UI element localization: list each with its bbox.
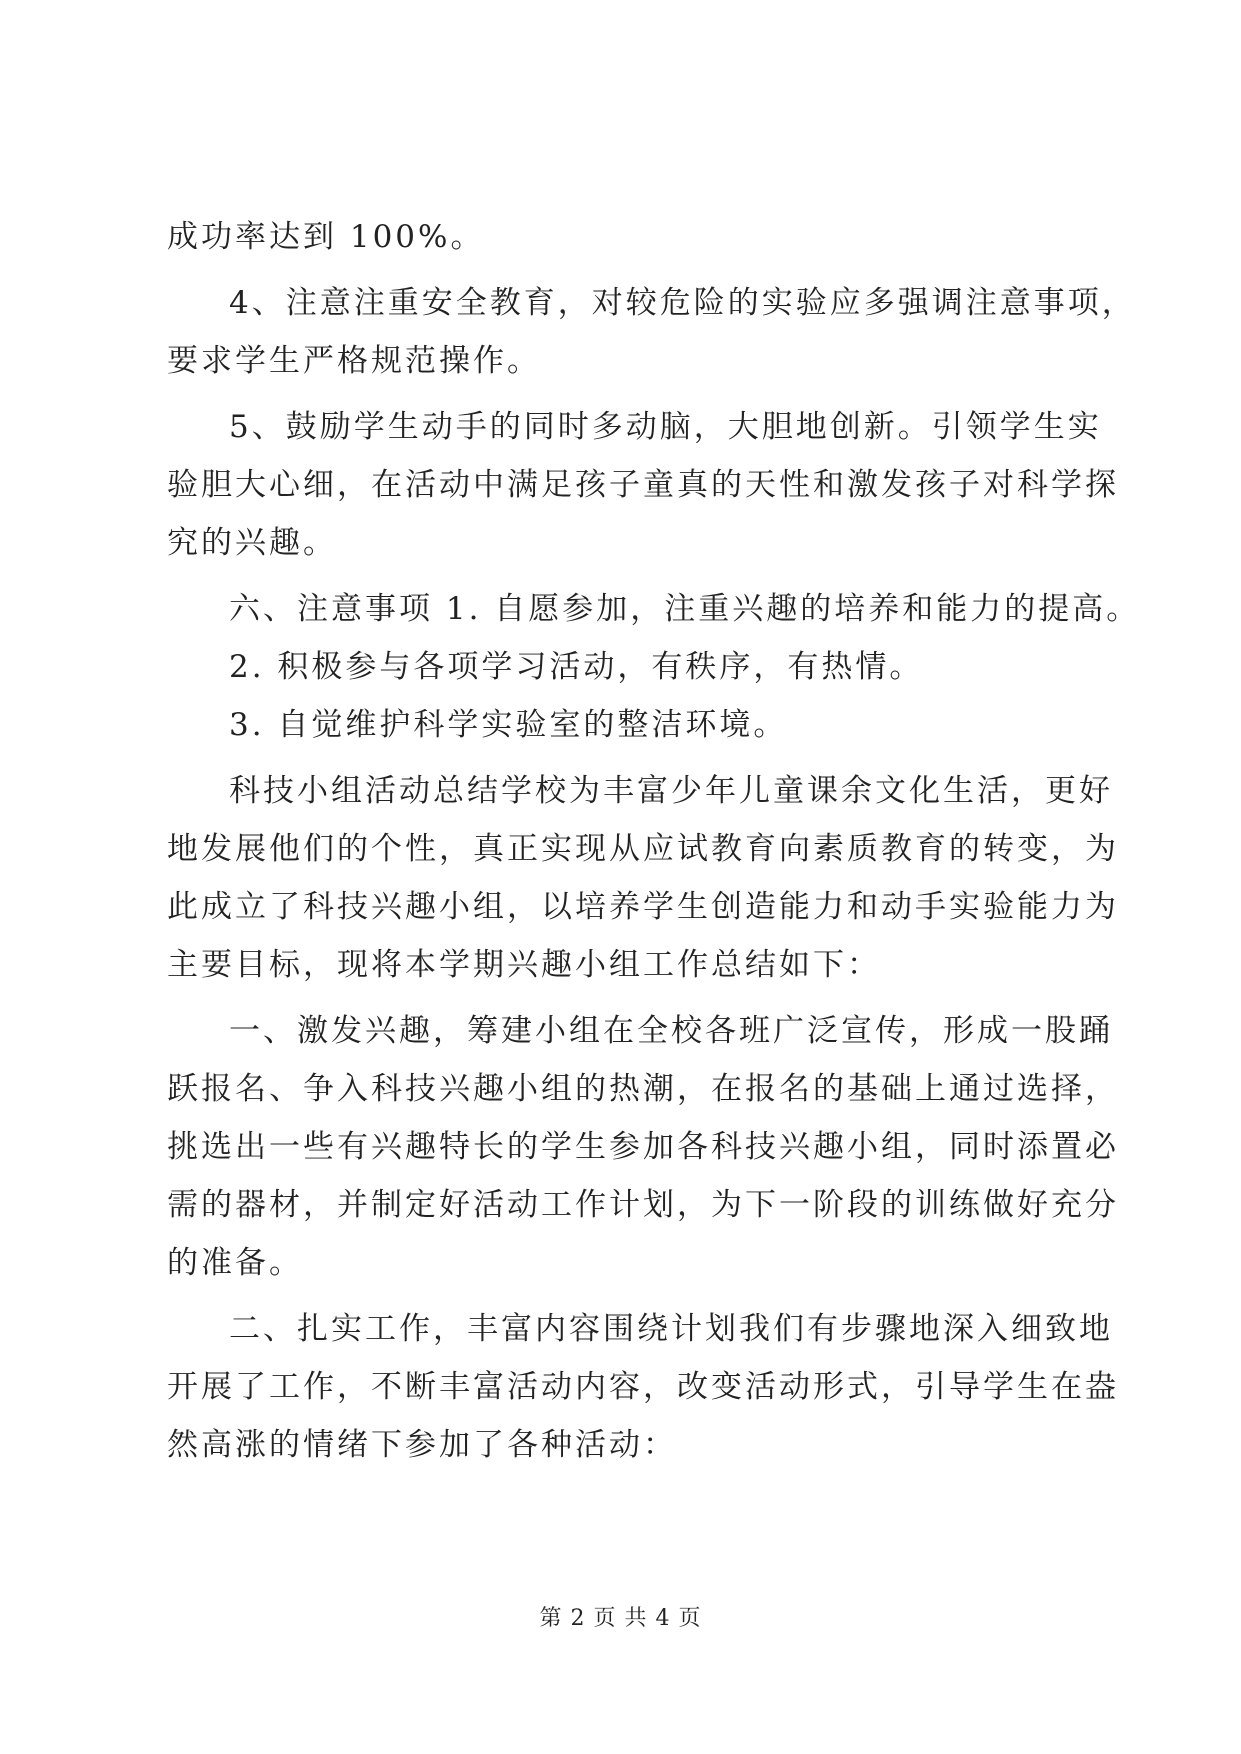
text-line: 挑选出一些有兴趣特长的学生参加各科技兴趣小组，同时添置必 (167, 1129, 1119, 1165)
text-line: 验胆大心细，在活动中满足孩子童真的天性和激发孩子对科学探 (167, 467, 1119, 503)
text-line: 4、注意注重安全教育，对较危险的实验应多强调注意事项， (229, 285, 1136, 321)
text-line: 要求学生严格规范操作。 (167, 343, 541, 379)
text-line: 主要目标，现将本学期兴趣小组工作总结如下： (167, 947, 881, 983)
page-number: 第 2 页 共 4 页 (539, 1606, 702, 1631)
text-line: 六、注意事项 1. 自愿参加，注重兴趣的培养和能力的提高。 (229, 591, 1141, 627)
text-line: 然高涨的情绪下参加了各种活动： (167, 1427, 677, 1463)
text-line: 的准备。 (167, 1245, 303, 1281)
text-line: 成功率达到 100%。 (167, 219, 485, 255)
text-line: 需的器材，并制定好活动工作计划，为下一阶段的训练做好充分 (167, 1187, 1119, 1223)
text-line: 5、鼓励学生动手的同时多动脑，大胆地创新。引领学生实 (229, 409, 1102, 445)
text-line: 跃报名、争入科技兴趣小组的热潮，在报名的基础上通过选择， (167, 1071, 1119, 1107)
text-line: 3. 自觉维护科学实验室的整洁环境。 (229, 707, 788, 743)
document-body (167, 208, 1141, 1474)
text-line: 地发展他们的个性，真正实现从应试教育向素质教育的转变，为 (167, 831, 1119, 867)
text-line: 开展了工作，不断丰富活动内容，改变活动形式，引导学生在盎 (167, 1369, 1119, 1405)
text-line: 科技小组活动总结学校为丰富少年儿童课余文化生活，更好 (229, 773, 1113, 809)
text-line: 究的兴趣。 (167, 525, 337, 561)
text-line: 二、扎实工作，丰富内容围绕计划我们有步骤地深入细致地 (229, 1311, 1113, 1347)
text-line: 2. 积极参与各项学习活动，有秩序，有热情。 (229, 649, 924, 685)
text-line: 此成立了科技兴趣小组，以培养学生创造能力和动手实验能力为 (167, 889, 1119, 925)
text-line: 一、激发兴趣，筹建小组在全校各班广泛宣传，形成一股踊 (229, 1013, 1113, 1049)
